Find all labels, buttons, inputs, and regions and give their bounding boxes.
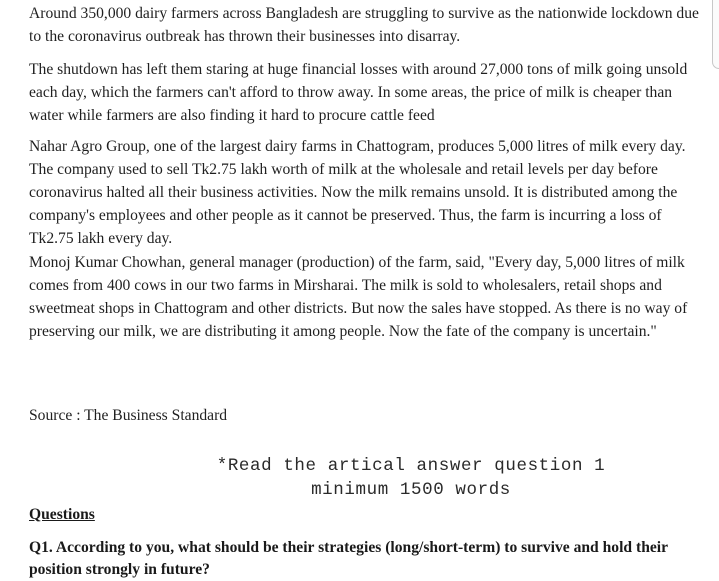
instruction-note: *Read the artical answer question 1 minimum 1500 words: [216, 456, 606, 500]
article-paragraph-2: The shutdown has left them staring at huge financial losses with around 27,000 tons of milk going unsold each day, which the farmers can't afford to throw away. In some areas, the price of milk is cheaper than water while farmers are also finding it hard to procure cattle feed: [29, 61, 688, 124]
article-paragraph-1: Around 350,000 dairy farmers across Bangladesh are struggling to survive as the nationwide lockdown due to the coronavirus outbreak has thrown their businesses into disarray.: [29, 5, 699, 45]
article-source: Source : The Business Standard: [29, 407, 228, 424]
article-paragraph-3: Nahar Agro Group, one of the largest dairy farms in Chattogram, produces 5,000 litres of milk every day. The company used to sell Tk2.75 lakh worth of milk at the wholesale and retail levels per day before coronavirus halted all their business activities. Now the milk remains unsold. It is distributed among the company's employees and other people as it cannot be preserved. Thus, the farm is incurring a loss of Tk2.75 lakh every day.: [29, 138, 686, 247]
article-paragraph-4: Monoj Kumar Chowhan, general manager (production) of the farm, said, "Every day, 5,000 litres of milk comes from 400 cows in our two farms in Mirsharai. The milk is sold to wholesalers, retail shops and sweetmeat shops in Chattogram and other districts. But now the sales have stopped. As there is no way of preserving our milk, we are distributing it among people. Now the fate of the company is uncertain.": [29, 254, 688, 340]
questions-heading: Questions: [29, 506, 95, 523]
scrollbar-edge[interactable]: [712, 0, 719, 69]
question-1: Q1. According to you, what should be their strategies (long/short-term) to survive and hold their position strongly in future?: [29, 539, 668, 578]
